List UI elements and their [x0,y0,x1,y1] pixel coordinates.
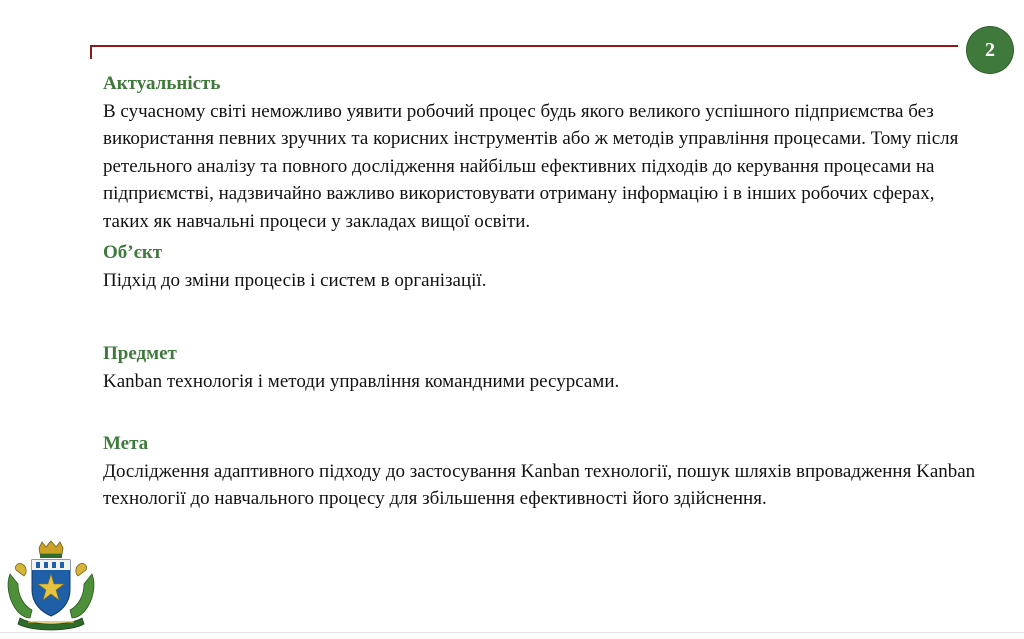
page-number: 2 [985,38,995,61]
header-rule-tick [90,45,92,59]
page-number-badge [967,27,1013,73]
footer-line [0,632,1024,633]
object-body: Підхід до зміни процесів і систем в організації. [103,269,487,291]
slide-content [103,70,983,513]
goal-body: Дослідження адаптивного підходу до застосування Kanban технології, пошук шляхів впровадження Kanban технології до навчального процесу для збільшення ефективності його здійснення. [103,460,976,509]
section-subject [103,340,983,395]
section-object [103,239,983,294]
section-relevance [103,70,983,235]
subject-body: Kanban технологія і методи управління командними ресурсами. [103,370,620,392]
goal-heading: Мета [103,433,149,454]
subject-heading: Предмет [103,343,177,364]
university-coat-of-arms-icon [2,540,100,632]
header-rule [90,45,958,47]
relevance-body: В сучасному світі неможливо уявити робочий процес будь якого великого успішного підприємства без використання певних зручних та корисних інструментів або ж методів управління процесами. Тому після ретельного аналізу та повного дослідження найбільш ефективних підходів до керування процесами на підприємстві, надзвичайно важливо використовувати отриману інформацію і в інших робочих сферах, таких як навчальні процеси у закладах вищої освіти. [103,100,959,232]
section-goal [103,430,983,513]
relevance-heading: Актуальність [103,73,221,94]
object-heading: Об’єкт [103,242,163,263]
